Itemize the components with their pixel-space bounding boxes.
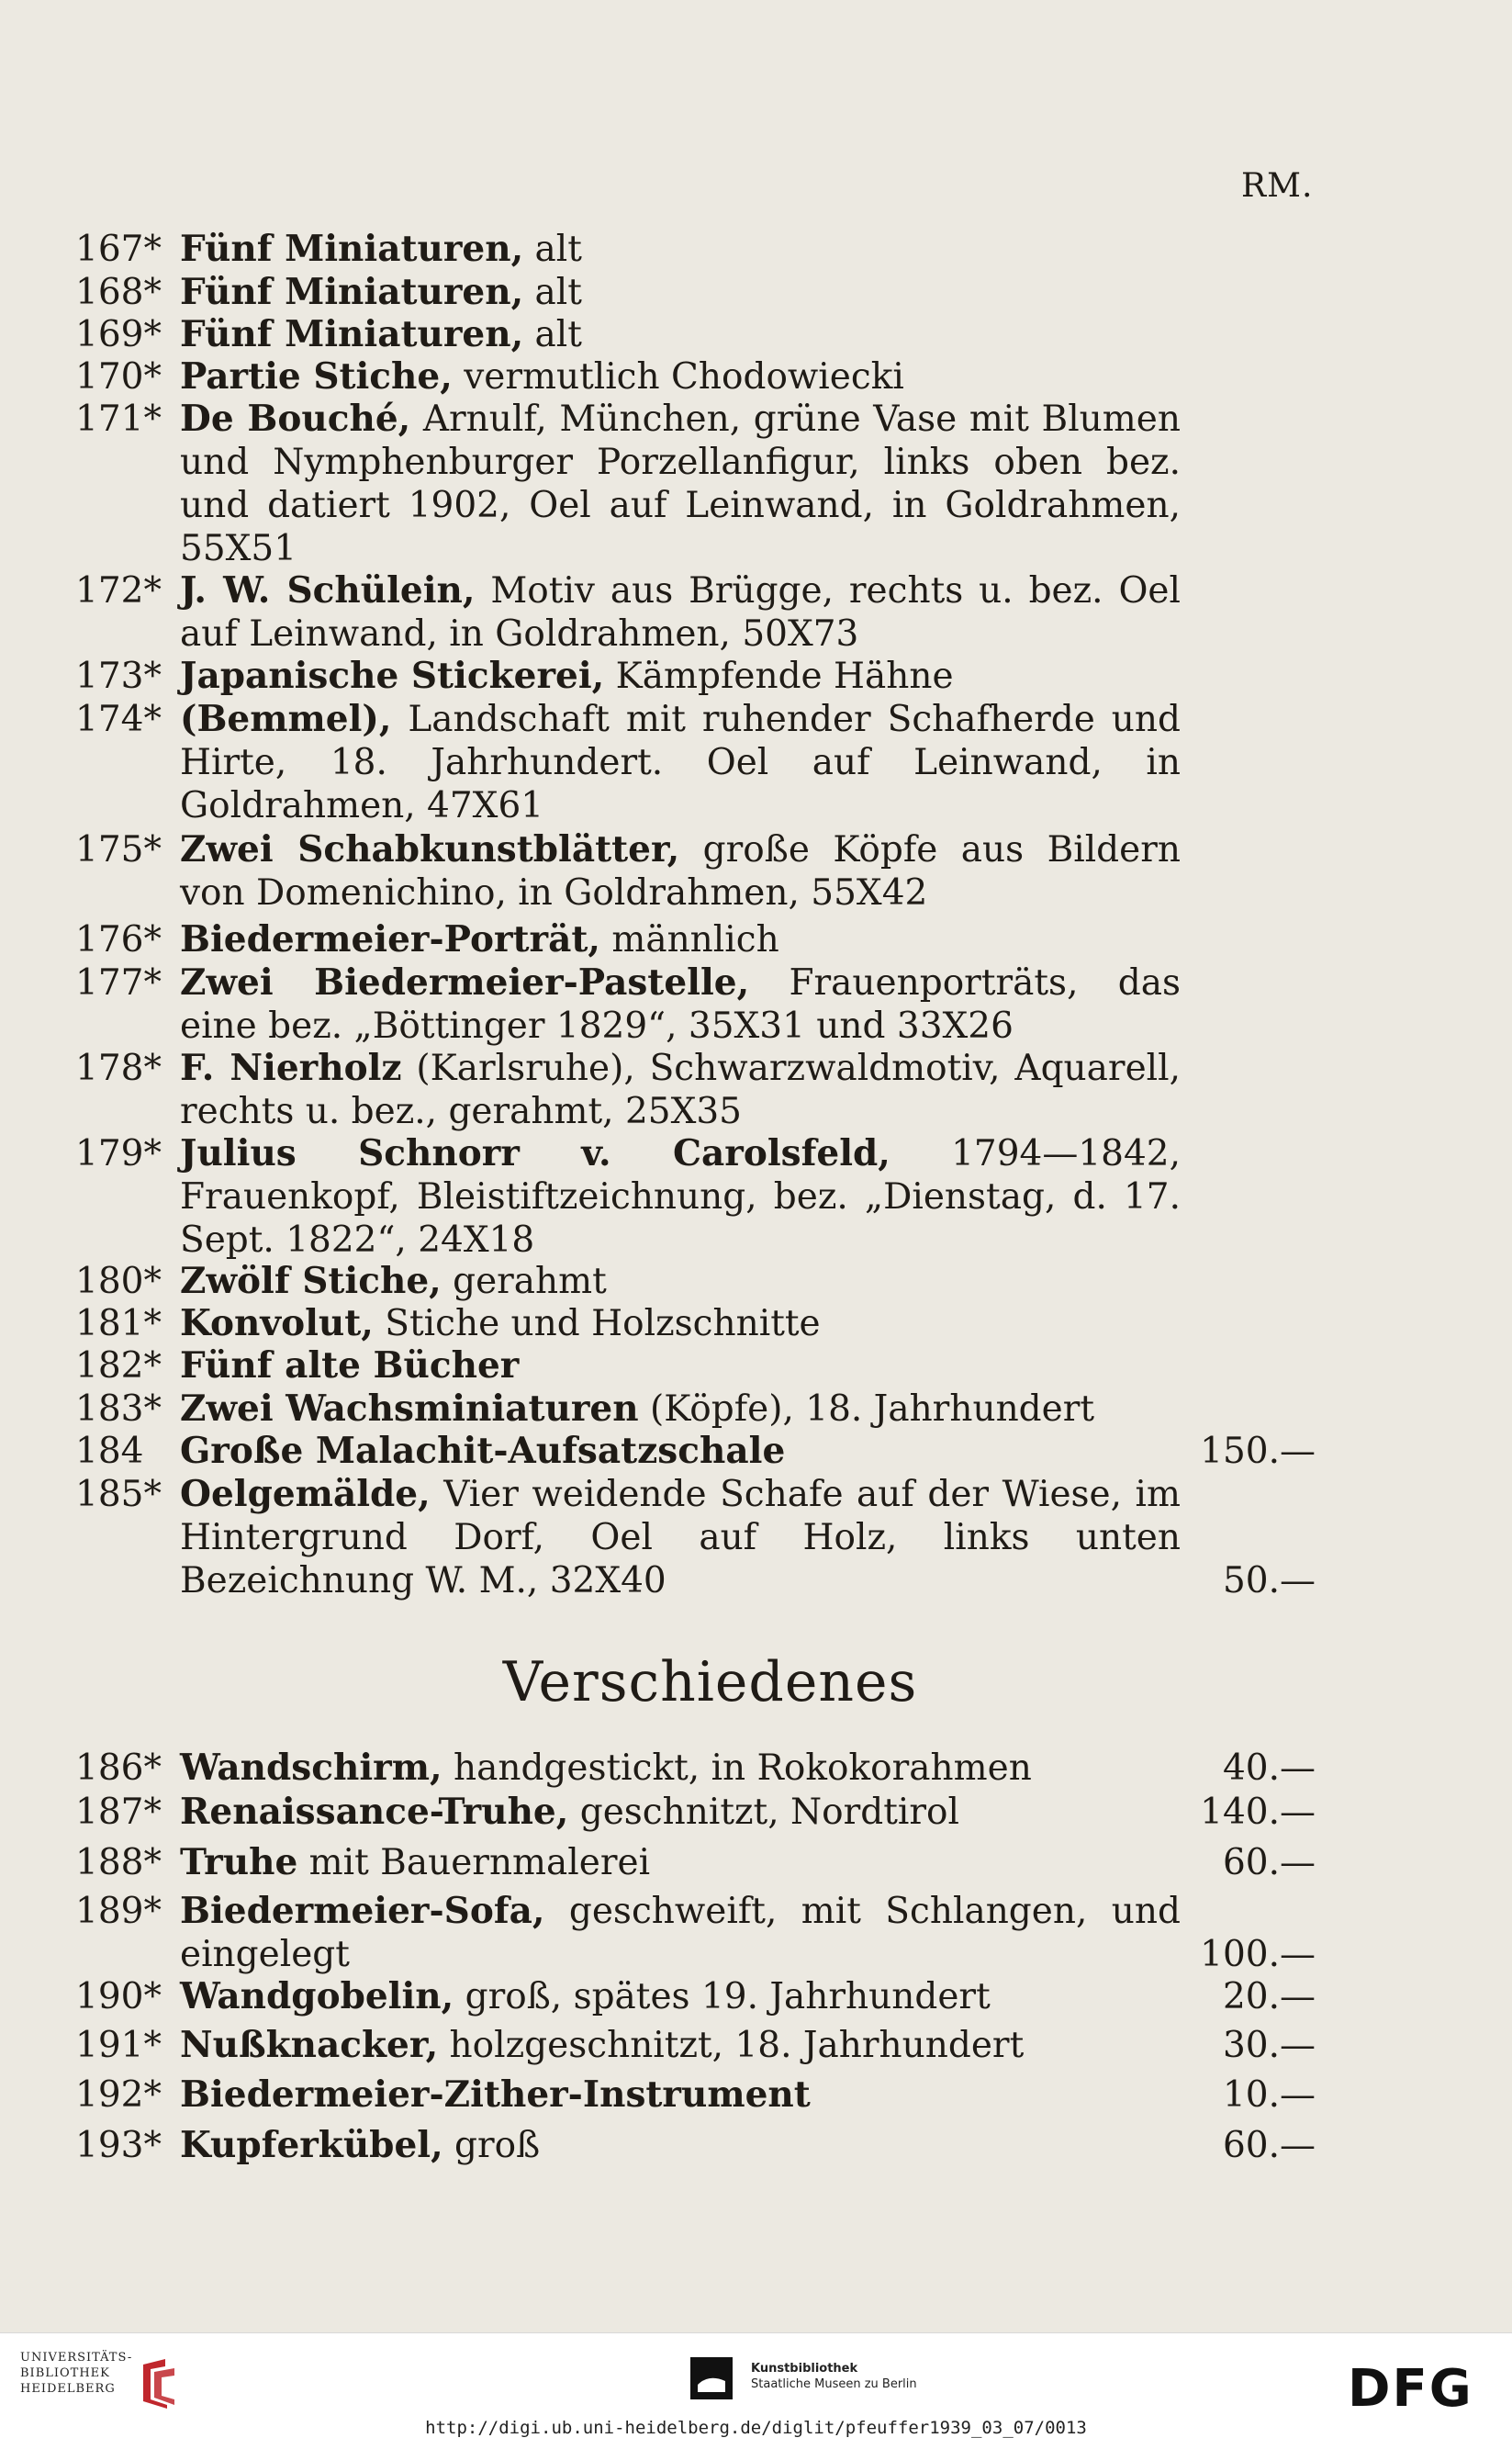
lot-name: J. W. Schülein, [180, 569, 476, 612]
lot-name: F. Nierholz [180, 1047, 402, 1089]
lot-text: mit Bauernmalerei [297, 1842, 651, 1883]
lot-name: Partie Stiche, [180, 355, 453, 398]
lot-text: groß, spätes 19. Jahrhundert [454, 1976, 991, 2017]
library-logo-text: UNIVERSITÄTS- BIBLIOTHEK HEIDELBERG [20, 2351, 133, 2396]
lot-name: Große Malachit-Aufsatzschale [180, 1430, 786, 1472]
lot-description [180, 1430, 1181, 1473]
lot-text: 1794—1842, Frauenkopf, Bleistiftzeichnung, bez. „Dienstag, d. 17. Sept. 1822“, 24X18 [180, 1133, 1181, 1261]
lot-price: 140.— [1200, 1792, 1316, 1833]
kunstbibliothek-logo-icon [690, 2357, 733, 2399]
lot-name: Zwei Wachsminiaturen [180, 1388, 639, 1430]
lot-text: (Karlsruhe), Schwarzwaldmotiv, Aquarell, rechts u. bez., gerahmt, 25X35 [180, 1048, 1181, 1132]
lot-description [180, 2124, 1181, 2167]
lot-description [180, 1975, 1181, 2018]
kunstbibliothek-text: Kunstbibliothek Staatliche Museen zu Berlin [751, 2362, 917, 2391]
lot-text: Landschaft mit ruhender Schafherde und Hirte, 18. Jahrhundert. Oel auf Leinwand, in Goldrahmen, 47X61 [180, 699, 1181, 826]
lot-number: 173* [75, 656, 162, 697]
lot-number: 182* [75, 1345, 162, 1387]
lot-text: geschweift, mit Schlangen, und eingelegt [180, 1891, 1181, 1975]
lot-description [180, 1890, 1181, 1976]
lot-number: 193* [75, 2125, 162, 2166]
lot-number: 187* [75, 1792, 162, 1833]
lot-text: Stiche und Holzschnitte [373, 1303, 821, 1344]
lot-name: Renaissance-Truhe, [180, 1791, 569, 1833]
dfg-logo: DFG [1348, 2359, 1473, 2419]
lot-number: 180* [75, 1261, 162, 1302]
lot-text: alt [523, 229, 582, 270]
lot-number: 175* [75, 829, 162, 871]
lot-number: 176* [75, 919, 162, 961]
lot-description [180, 1344, 1181, 1388]
lot-number: 186* [75, 1747, 162, 1789]
lot-number: 179* [75, 1133, 162, 1174]
lot-number: 174* [75, 699, 162, 740]
lot-text: alt [523, 314, 582, 355]
lot-text: groß [442, 2125, 541, 2166]
lot-name: De Bouché, [180, 398, 411, 440]
lot-description [180, 1791, 1181, 1834]
lot-description [180, 569, 1181, 656]
lot-name: Japanische Stickerei, [180, 655, 605, 697]
lot-price: 50.— [1222, 1560, 1316, 1601]
lot-text: Frauenporträts, das eine bez. „Böttinger 1829“, 35X31 und 33X26 [180, 962, 1181, 1047]
lot-text: alt [523, 272, 582, 313]
lot-description [180, 1302, 1181, 1345]
lot-name: Biedermeier-Zither-Instrument [180, 2073, 811, 2116]
lot-text: Arnulf, München, grüne Vase mit Blumen und Nymphenburger Porzellanfigur, links oben bez. und datiert 1902, Oel auf Leinwand, in Goldrahmen, 55X51 [180, 399, 1181, 569]
lot-name: Oelgemälde, [180, 1473, 431, 1515]
lot-number: 190* [75, 1976, 162, 2017]
lot-name: Zwei Biedermeier-Pastelle, [180, 961, 750, 1004]
lot-number: 181* [75, 1303, 162, 1344]
lot-price: 60.— [1222, 1842, 1316, 1883]
footer [0, 2332, 1512, 2438]
lot-description [180, 1841, 1181, 1884]
lot-description [180, 1260, 1181, 1303]
lot-number: 192* [75, 2074, 162, 2116]
lot-name: Julius Schnorr v. Carolsfeld, [180, 1132, 890, 1174]
lot-text: holzgeschnitzt, 18. Jahrhundert [438, 2025, 1025, 2066]
lot-number: 170* [75, 356, 162, 398]
lot-price: 100.— [1200, 1934, 1316, 1975]
lot-name: Fünf Miniaturen, [180, 313, 524, 355]
lot-price: 40.— [1222, 1747, 1316, 1789]
lot-number: 172* [75, 570, 162, 612]
lot-name: Truhe [180, 1841, 298, 1883]
lot-number: 185* [75, 1474, 162, 1515]
lot-text: Motiv aus Brügge, rechts u. bez. Oel auf Leinwand, in Goldrahmen, 50X73 [180, 570, 1181, 655]
lot-name: Wandgobelin, [180, 1975, 454, 2017]
lot-description [180, 655, 1181, 698]
lot-text: männlich [599, 919, 779, 961]
lot-name: Kupferkübel, [180, 2124, 443, 2166]
lot-name: Konvolut, [180, 1302, 374, 1344]
lot-name: (Bemmel), [180, 698, 392, 740]
currency-header: RM. [1241, 167, 1314, 205]
lot-number: 191* [75, 2025, 162, 2066]
lot-number: 177* [75, 962, 162, 1004]
lot-number: 183* [75, 1388, 162, 1430]
lot-number: 184 [75, 1431, 144, 1472]
lot-name: Nußknacker, [180, 2024, 439, 2066]
lot-text: handgestickt, in Rokokorahmen [442, 1747, 1032, 1789]
lot-description [180, 228, 1181, 271]
lot-description [180, 313, 1181, 356]
lot-description [180, 1473, 1181, 1602]
lot-description [180, 2024, 1181, 2067]
lot-text: große Köpfe aus Bildern von Domenichino, in Goldrahmen, 55X42 [180, 829, 1181, 914]
lot-number: 189* [75, 1891, 162, 1932]
lot-number: 188* [75, 1842, 162, 1883]
library-emblem-icon [138, 2355, 178, 2410]
lot-name: Fünf alte Bücher [180, 1344, 520, 1387]
lot-description [180, 961, 1181, 1048]
lot-price: 150.— [1200, 1431, 1316, 1472]
lot-description [180, 398, 1181, 570]
lot-name: Fünf Miniaturen, [180, 271, 524, 313]
lot-number: 167* [75, 229, 162, 270]
lot-price: 60.— [1222, 2125, 1316, 2166]
lot-description [180, 355, 1181, 399]
section-title: Verschiedenes [502, 1650, 918, 1714]
lot-price: 20.— [1222, 1976, 1316, 2017]
lot-text: Kämpfende Hähne [604, 656, 954, 697]
lot-name: Biedermeier-Sofa, [180, 1890, 545, 1932]
lot-text: gerahmt [441, 1261, 607, 1302]
page-url[interactable]: http://digi.ub.uni-heidelberg.de/diglit/pfeuffer1939_03_07/0013 [425, 2418, 1087, 2438]
lot-description [180, 918, 1181, 961]
lot-description [180, 698, 1181, 827]
lot-description [180, 271, 1181, 314]
lot-description [180, 1747, 1181, 1790]
lot-text: (Köpfe), 18. Jahrhundert [638, 1388, 1095, 1430]
lot-name: Fünf Miniaturen, [180, 228, 524, 270]
lot-name: Wandschirm, [180, 1747, 442, 1789]
lot-number: 168* [75, 272, 162, 313]
lot-description [180, 2073, 1181, 2117]
lot-description [180, 1388, 1181, 1431]
lot-number: 178* [75, 1048, 162, 1089]
lot-name: Biedermeier-Porträt, [180, 918, 600, 961]
lot-description [180, 1132, 1181, 1262]
lot-name: Zwei Schabkunstblätter, [180, 828, 680, 871]
lot-price: 30.— [1222, 2025, 1316, 2066]
lot-number: 169* [75, 314, 162, 355]
lot-description [180, 1047, 1181, 1133]
lot-text: vermutlich Chodowiecki [452, 356, 904, 398]
lot-number: 171* [75, 399, 162, 440]
lot-name: Zwölf Stiche, [180, 1260, 442, 1302]
lot-price: 10.— [1222, 2074, 1316, 2116]
lot-text: geschnitzt, Nordtirol [568, 1792, 959, 1833]
lot-text: Vier weidende Schafe auf der Wiese, im Hintergrund Dorf, Oel auf Holz, links unten Bezeichnung W. M., 32X40 [180, 1474, 1181, 1601]
lot-description [180, 828, 1181, 915]
